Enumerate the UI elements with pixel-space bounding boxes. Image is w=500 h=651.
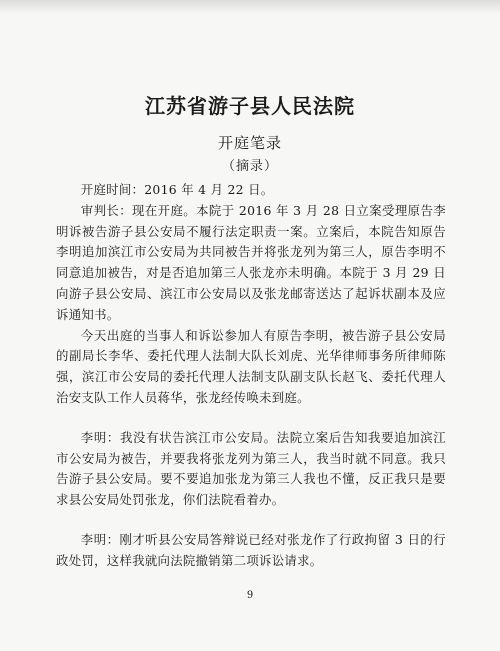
- presiding-judge-statement: 审判长：现在开庭。本院于 2016 年 3 月 28 日立案受理原告李明诉被告游子县公安局不履行法定职责一案。立案后，本院告知原告李明追加滨江市公安局为共同被告并将张龙列为第三人，原告李明不同意追加被告，对是否追加第三人张龙亦未明确。本院于 3 月 29 日向游子县公安局、滨江市公安局以及张龙邮寄送达了起诉状副本及应诉通知书。: [56, 202, 446, 322]
- plaintiff-statement-1: 李明：我没有状告滨江市公安局。法院立案后告知我要追加滨江市公安局为被告，并要我将张龙列为第三人，我当时就不同意。我只告游子县公安局。要不要追加张龙为第三人我也不懂，反正我只是要求县公安局处罚张龙，你们法院看着办。: [56, 429, 446, 508]
- plaintiff-statement-2: 李明：刚才听县公安局答辩说已经对张龙作了行政拘留 3 日的行政处罚，这样我就向法院撤销第二项诉讼请求。: [56, 531, 446, 568]
- court-name: 江苏省游子县人民法院: [145, 94, 355, 118]
- document-body: [56, 180, 446, 572]
- excerpt-note: （摘录）: [221, 159, 278, 174]
- scan-top-edge: [0, 0, 500, 14]
- record-title: 开庭笔录: [217, 134, 282, 152]
- hearing-time: 开庭时间：2016 年 4 月 22 日。: [80, 182, 274, 197]
- page-number: 9: [246, 590, 254, 601]
- attendance-statement: 今天出庭的当事人和诉讼参加人有原告李明，被告游子县公安局的副局长李华、委托代理人法制大队长刘虎、光华律师事务所律师陈强，滨江市公安局的委托代理人法制支队副支队长赵飞、委托代理人治安支队工作人员蒋华，张龙经传唤未到庭。: [56, 327, 446, 405]
